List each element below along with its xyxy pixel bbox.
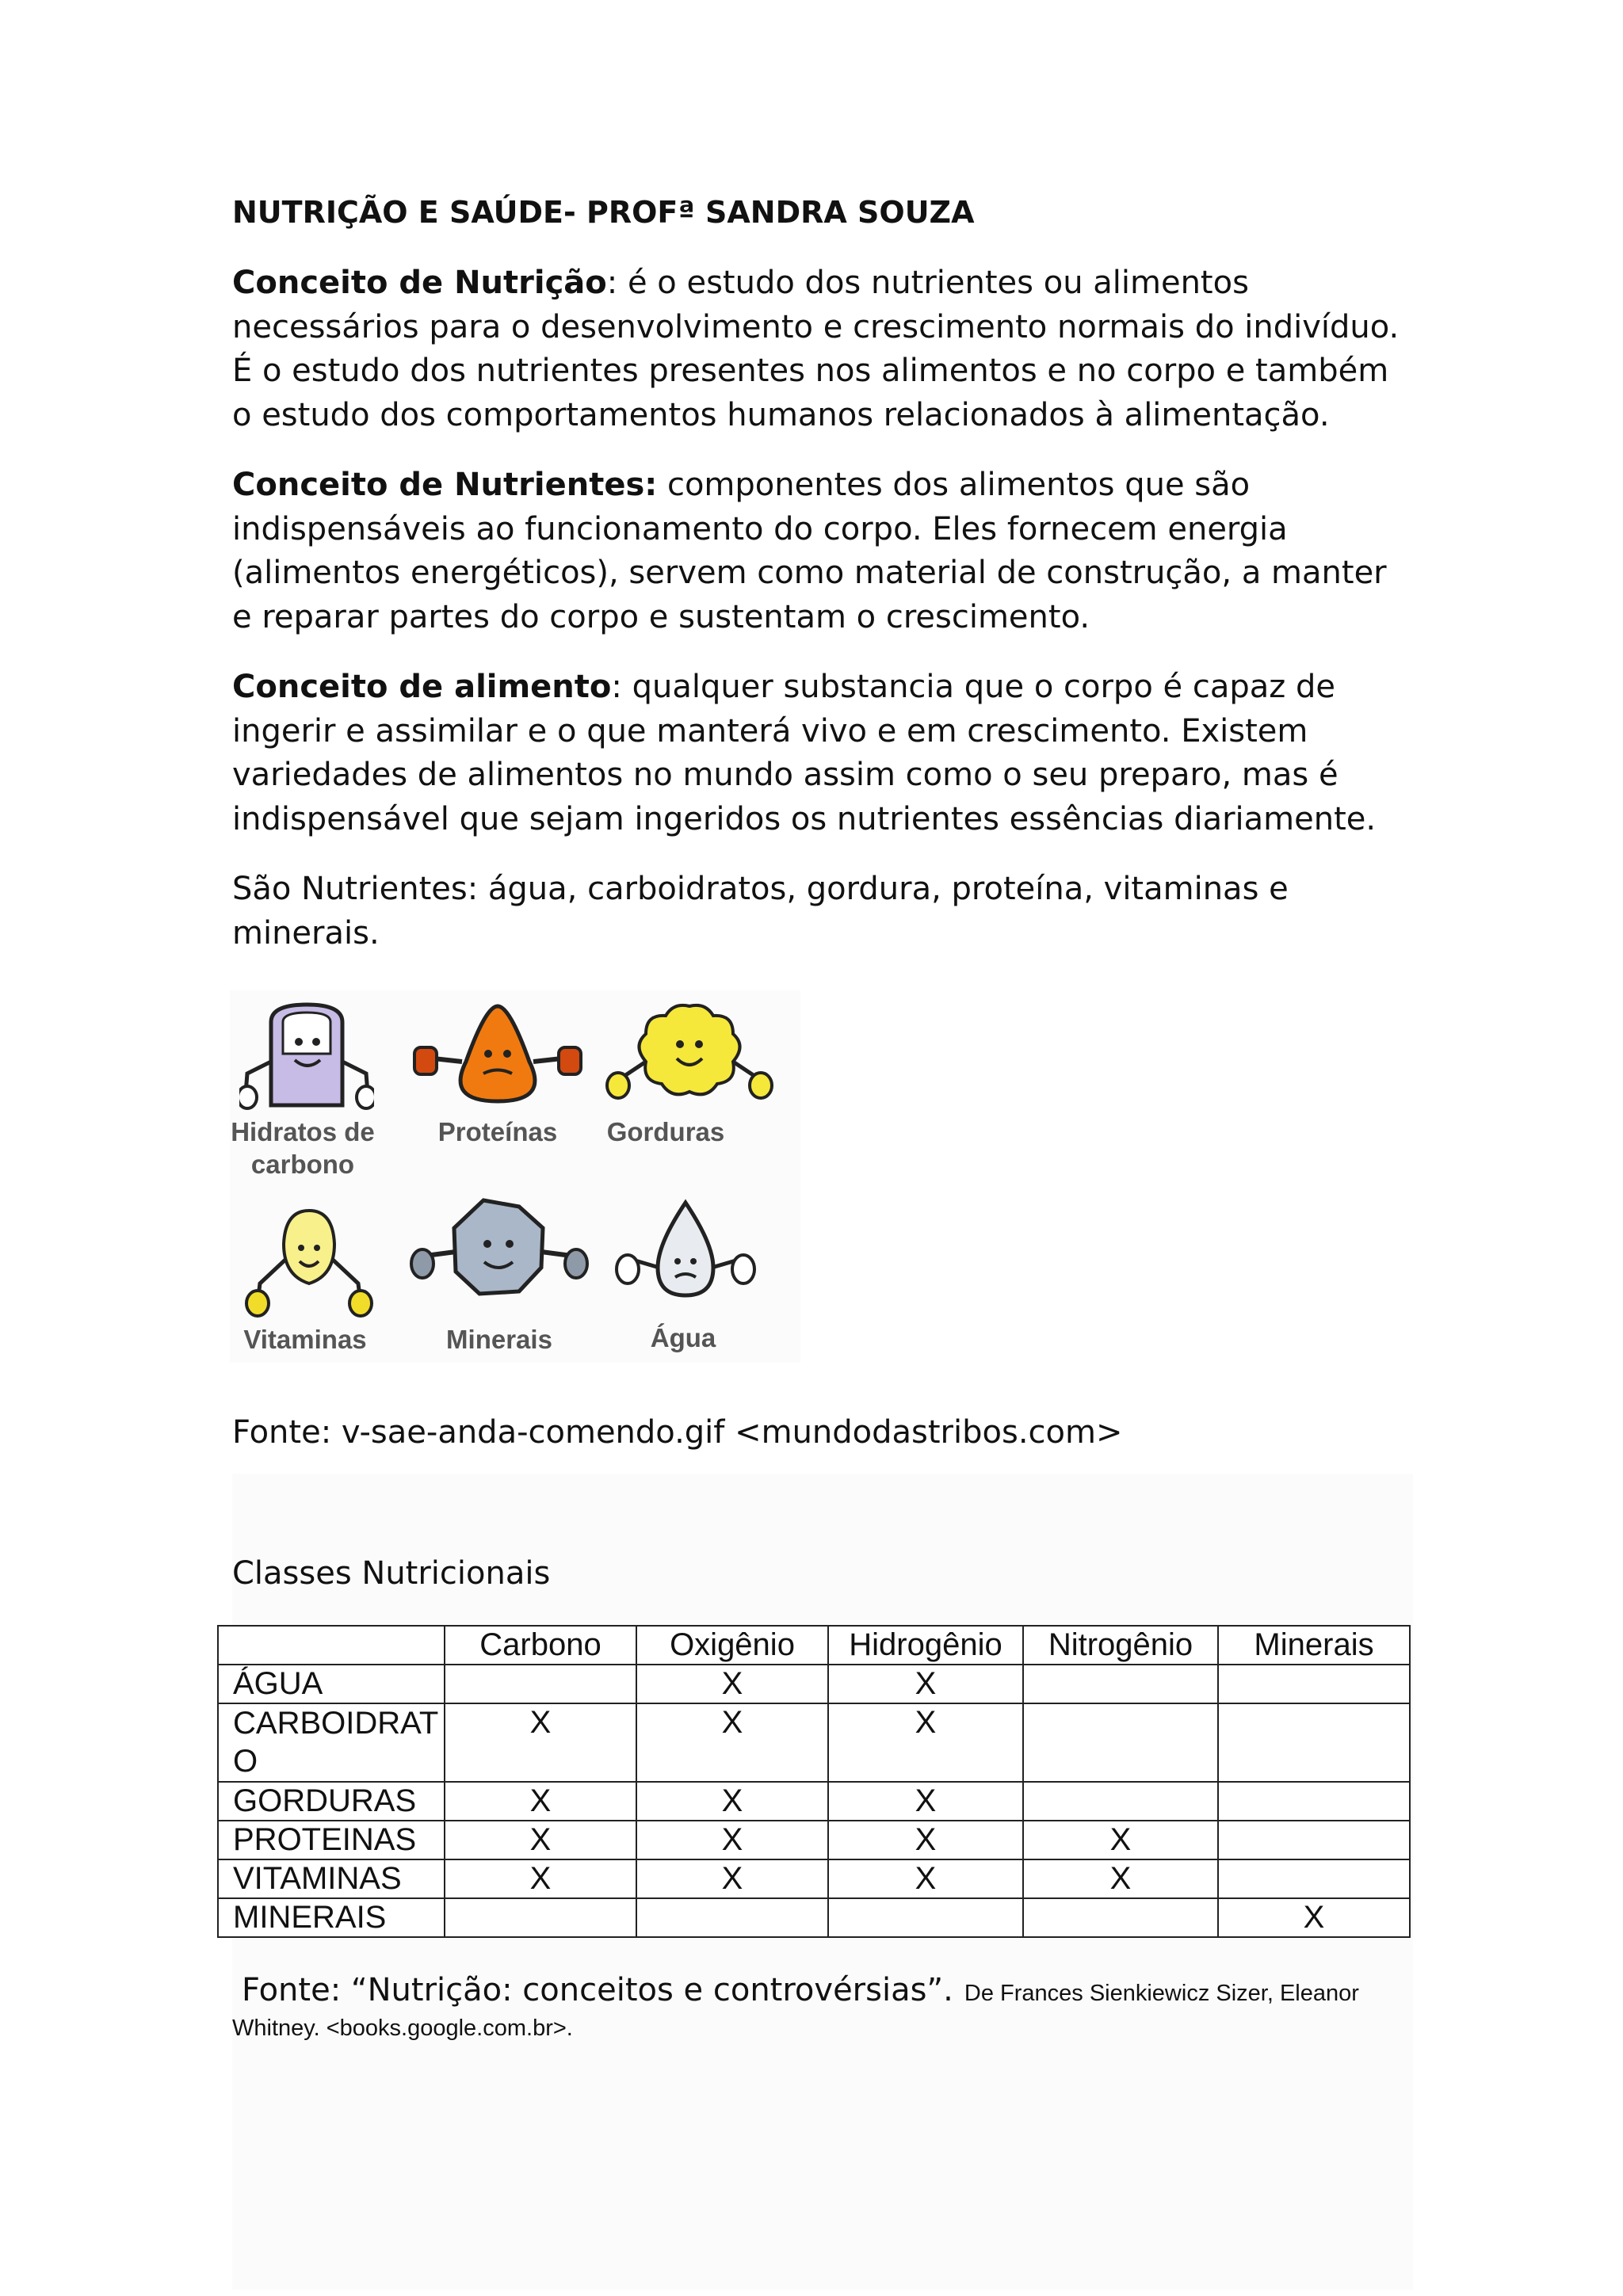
table-row [218, 1782, 1410, 1821]
table-cell: X [1218, 1898, 1410, 1937]
paragraph-alimento [232, 666, 1405, 841]
source-table-authors: De Frances Sienkiewicz Sizer, Eleanor [964, 1981, 1359, 2006]
table-header-row [218, 1626, 1410, 1665]
fat-character-icon [602, 998, 777, 1117]
nutritional-classes-table [217, 1625, 1411, 1938]
header-oxigenio: Oxigênio [636, 1626, 828, 1665]
table-cell: X [445, 1703, 636, 1782]
table-cell: X [636, 1821, 828, 1859]
nutrients-illustration [230, 990, 800, 1363]
table-row [218, 1859, 1410, 1898]
row-label-gorduras: GORDURAS [218, 1782, 445, 1821]
table-cell [828, 1898, 1023, 1937]
label-proteinas: Proteínas [437, 1117, 558, 1146]
text-nutrientes: componentes dos alimentos que são indispensáveis ao funcionamento do corpo. Eles fornecem energia (alimentos energéticos), servem como material de construção, a manter e reparar partes do corpo e sustentam o crescimento. [232, 467, 1387, 635]
table-cell: X [828, 1665, 1023, 1703]
paragraph-nutricao [232, 261, 1405, 437]
table-cell: X [636, 1782, 828, 1821]
table-row [218, 1703, 1410, 1782]
bread-character-icon [239, 998, 374, 1117]
row-label-agua: ÁGUA [218, 1665, 445, 1703]
label-hidratos-line2: carbono [250, 1150, 355, 1179]
table-cell: X [636, 1703, 828, 1782]
label-minerais: Minerais [446, 1325, 552, 1354]
paragraph-sao-nutrientes: São Nutrientes: água, carboidratos, gordura, proteína, vitaminas e minerais. [232, 871, 1289, 952]
table-cell: X [445, 1782, 636, 1821]
row-label-minerais: MINERAIS [218, 1898, 445, 1937]
paragraph-nutrientes [232, 463, 1405, 639]
minerais-character [408, 1192, 590, 1354]
page-title: NUTRIÇÃO E SAÚDE- PROFª SANDRA SOUZA [232, 195, 975, 230]
label-agua: Água [650, 1323, 716, 1352]
row-label-carboidrato [218, 1703, 445, 1782]
row-label-proteinas: PROTEINAS [218, 1821, 445, 1859]
table-cell: X [445, 1859, 636, 1898]
table-cell [1218, 1859, 1410, 1898]
table-cell: X [1023, 1821, 1218, 1859]
hidratos-character [231, 998, 375, 1179]
label-vitaminas: Vitaminas [243, 1325, 367, 1354]
header-carbono: Carbono [445, 1626, 636, 1665]
table-cell [636, 1898, 828, 1937]
table-cell: X [828, 1821, 1023, 1859]
table-cell: X [828, 1859, 1023, 1898]
table-cell [1023, 1703, 1218, 1782]
source-table-line2: Whitney. <books.google.com.br>. [232, 2016, 573, 2041]
proteinas-character [411, 998, 585, 1146]
table-cell: X [445, 1821, 636, 1859]
table-cell [1218, 1703, 1410, 1782]
table-cell [1023, 1665, 1218, 1703]
table-cell [1023, 1782, 1218, 1821]
protein-character-icon [411, 998, 585, 1117]
mineral-character-icon [408, 1192, 590, 1323]
table-cell [1023, 1898, 1218, 1937]
table-cell [445, 1665, 636, 1703]
header-minerais: Minerais [1218, 1626, 1410, 1665]
vitaminas-character [238, 1204, 380, 1354]
source-table [242, 1968, 1359, 2016]
table-row [218, 1898, 1410, 1937]
term-nutrientes: Conceito de Nutrientes: [232, 467, 658, 503]
row-label-carboidrato-line2: O [233, 1744, 258, 1779]
header-cell-empty [218, 1626, 445, 1665]
vitamin-character-icon [238, 1204, 380, 1323]
water-drop-character-icon [610, 1196, 761, 1323]
agua-character [610, 1196, 761, 1352]
term-alimento: Conceito de alimento [232, 669, 612, 705]
source-illustration: Fonte: v-sae-anda-comendo.gif <mundodastribos.com> [232, 1414, 1123, 1451]
row-label-vitaminas: VITAMINAS [218, 1859, 445, 1898]
term-nutricao: Conceito de Nutrição [232, 265, 607, 301]
table-cell: X [636, 1859, 828, 1898]
table-row [218, 1665, 1410, 1703]
label-hidratos-line1: Hidratos de [231, 1117, 375, 1146]
label-gorduras: Gorduras [606, 1117, 725, 1146]
table-cell: X [828, 1703, 1023, 1782]
text-nutricao: : é o estudo dos nutrientes ou alimentos necessários para o desenvolvimento e crescimento normais do indivíduo. É o estudo dos nutrientes presentes nos alimentos e no corpo e também o estudo dos comportamentos humanos relacionados à alimentação. [232, 265, 1400, 433]
source-table-main: Fonte: “Nutrição: conceitos e controvérsias”. [242, 1972, 953, 2008]
header-hidrogenio: Hidrogênio [828, 1626, 1023, 1665]
table-cell: X [636, 1665, 828, 1703]
table-cell [1218, 1782, 1410, 1821]
text-alimento: : qualquer substancia que o corpo é capaz de ingerir e assimilar e o que manterá vivo e em crescimento. Existem variedades de alimentos no mundo assim como o seu preparo, mas é indispensável que sejam ingeridos os nutrientes essências diariamente. [232, 669, 1377, 837]
table-cell: X [828, 1782, 1023, 1821]
table-cell [1218, 1821, 1410, 1859]
row-label-carboidrato-line1: CARBOIDRAT [233, 1706, 439, 1741]
header-nitrogenio: Nitrogênio [1023, 1626, 1218, 1665]
table-row [218, 1821, 1410, 1859]
table-cell: X [1023, 1859, 1218, 1898]
table-cell [1218, 1665, 1410, 1703]
section-title-classes: Classes Nutricionais [232, 1555, 551, 1592]
gorduras-character [602, 998, 777, 1146]
table-cell [445, 1898, 636, 1937]
